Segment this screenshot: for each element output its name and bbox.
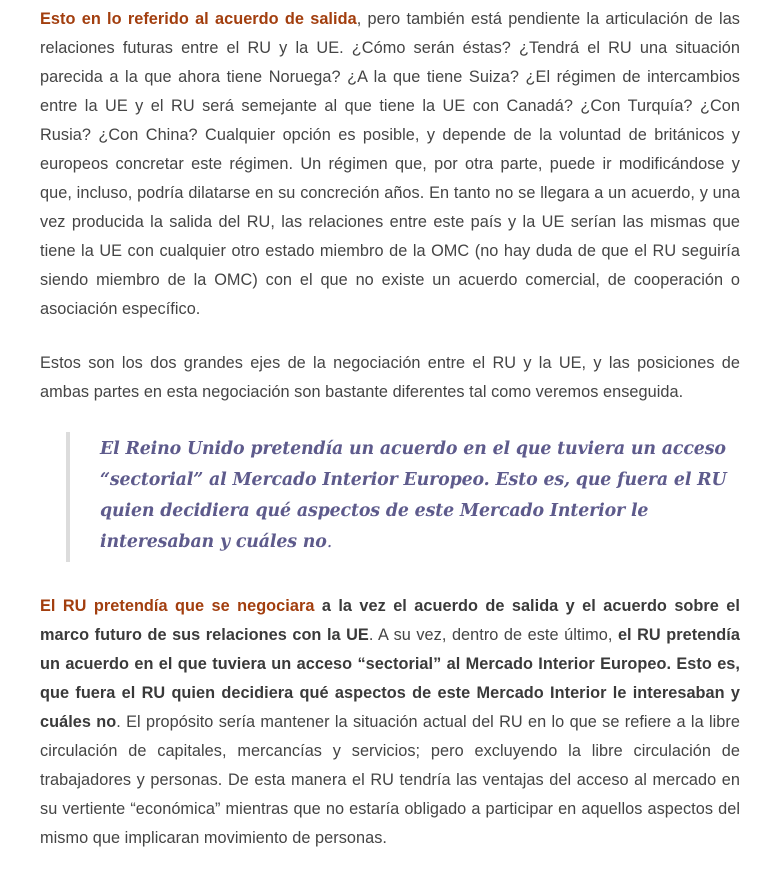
- highlight-uk-position: El RU pretendía que se negociara: [40, 597, 315, 615]
- paragraph-negotiation-axes: Estos son los dos grandes ejes de la negociación entre el RU y la UE, y las posiciones de ambas partes en esta negociación son bastante diferentes tal como veremos enseguida.: [40, 354, 740, 401]
- pull-quote: [66, 432, 740, 562]
- paragraph-text: , pero también está pendiente la articulación de las relaciones futuras entre el RU y la UE. ¿Cómo serán éstas? ¿Tendrá el RU una situación parecida a la que ahora tiene Noruega? ¿A la que tiene Suiza? ¿El régimen de intercambios entre la UE y el RU será semejante al que tiene la UE con Canadá? ¿Con Turquía? ¿Con Rusia? ¿Con China? Cualquier opción es posible, y depende de la voluntad de británicos y europeos concretar este régimen. Un régimen que, por otra parte, puede ir modificándose y que, incluso, podría dilatarse en su concreción años. En tanto no se llegara a un acuerdo, y una vez producida la salida del RU, las relaciones entre este país y la UE serían las mismas que tiene la UE con cualquier otro estado miembro de la OMC (no hay duda de que el RU seguiría siendo miembro de la OMC) con el que no existe un acuerdo comercial, de cooperación o asociación específico.: [40, 10, 740, 318]
- article-body: [40, 5, 740, 878]
- bold-text: el RU pretendía un acuerdo en el que tuviera un acceso “sectorial” al Mercado Interior Europeo. Esto es, que fuera el RU quien decidiera qué aspectos de este Mercado Interior le interesaban y cuáles no: [40, 626, 740, 731]
- bold-text: a la vez el acuerdo de salida y el acuerdo sobre el marco futuro de sus relaciones con la UE: [40, 597, 740, 644]
- paragraph-text: . El propósito sería mantener la situación actual del RU en lo que se refiere a la libre circulación de capitales, mercancías y servicios; pero excluyendo la libre circulación de trabajadores y personas. De esta manera el RU tendría las ventajas del acceso al mercado en su vertiente “económica” mientras que no estaría obligado a participar en aquellos aspectos del mismo que implicaran movimiento de personas.: [40, 713, 740, 847]
- pull-quote-body: El Reino Unido pretendía un acuerdo en el que tuviera un acceso “sectorial” al Mercado Interior Europeo. Esto es, que fuera el RU quien decidiera qué aspectos de este Mercado Interior le interesaban y cuáles no: [100, 439, 727, 552]
- paragraph-text: . A su vez, dentro de este último,: [368, 626, 618, 644]
- paragraph-uk-position: [40, 592, 740, 853]
- pull-quote-end: .: [326, 532, 333, 552]
- pull-quote-text: [100, 434, 740, 558]
- paragraph-exit-agreement: [40, 5, 740, 324]
- highlight-exit-agreement: Esto en lo referido al acuerdo de salida: [40, 10, 357, 28]
